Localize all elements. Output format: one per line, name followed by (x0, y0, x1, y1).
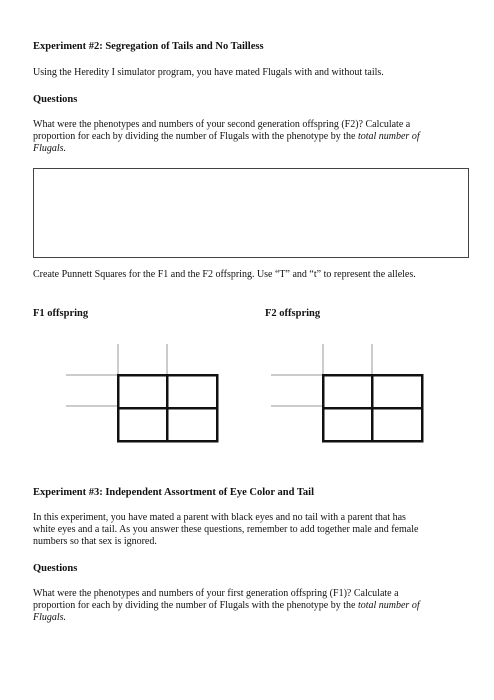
exp2-heading: Experiment #2: Segregation of Tails and No Tailless (33, 41, 264, 52)
exp3-questions-heading: Questions (33, 563, 78, 574)
exp3-q1-line3 (33, 612, 473, 624)
exp2-q1-line1: What were the phenotypes and numbers of your second generation offspring (F2)? Calculate a (33, 119, 411, 130)
exp3-question-1 (33, 588, 473, 624)
punnett-instruction: Create Punnett Squares for the F1 and the F2 offspring. Use “T” and “t” to represent the alleles. (33, 269, 416, 280)
exp3-intro (33, 512, 473, 548)
f2-offspring-label: F2 offspring (265, 308, 321, 319)
exp2-answer-box[interactable] (33, 168, 469, 258)
exp3-q1-line2-text: proportion for each by dividing the number of Flugals with the phenotype by the (33, 600, 358, 611)
exp2-questions-heading: Questions (33, 94, 78, 105)
exp3-q1-line1: What were the phenotypes and numbers of your first generation offspring (F1)? Calculate a (33, 588, 399, 599)
exp2-q1-line2 (33, 131, 473, 143)
f1-punnett-square[interactable] (60, 340, 225, 450)
exp2-q1-line2-text: proportion for each by dividing the number of Flugals with the phenotype by the (33, 131, 358, 142)
f1-offspring-label: F1 offspring (33, 308, 89, 319)
exp3-heading: Experiment #3: Independent Assortment of Eye Color and Tail (33, 487, 314, 498)
exp2-q1-line2-emph: total number of (357, 131, 420, 142)
exp3-intro-line3: numbers so that sex is ignored. (33, 536, 157, 547)
exp2-q1-line3-emph: Flugals. (33, 143, 67, 154)
exp3-intro-line1: In this experiment, you have mated a parent with black eyes and no tail with a parent that has (33, 512, 406, 523)
exp3-q1-line2-emph: total number of (357, 600, 420, 611)
f2-punnett-square[interactable] (265, 340, 430, 450)
exp2-intro: Using the Heredity I simulator program, you have mated Flugals with and without tails. (33, 67, 384, 78)
exp3-q1-line2 (33, 600, 473, 612)
exp2-question-1 (33, 119, 473, 155)
exp3-q1-line3-emph: Flugals. (33, 612, 67, 623)
exp3-intro-line2: white eyes and a tail. As you answer these questions, remember to add together male and female (33, 524, 419, 535)
exp2-q1-line3 (33, 143, 473, 155)
